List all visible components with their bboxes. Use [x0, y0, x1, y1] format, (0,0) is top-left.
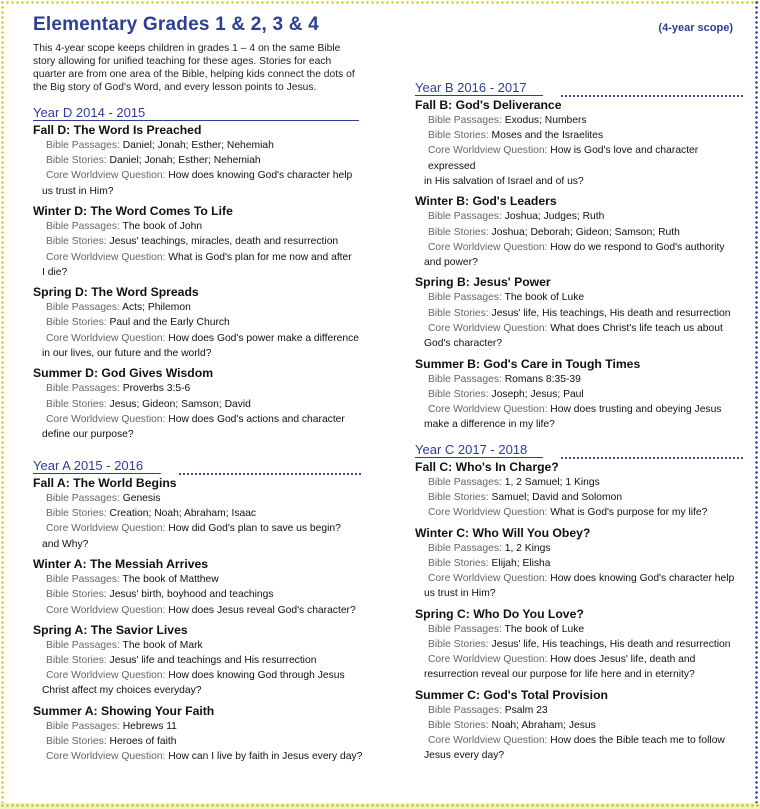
label: Bible Passages: — [46, 574, 120, 586]
bible-stories — [33, 734, 363, 749]
value: How did God's plan to save us begin? — [168, 523, 341, 535]
quarter-block — [33, 123, 363, 199]
value: How does knowing God's character help — [168, 170, 353, 182]
quarter-block — [33, 623, 363, 699]
value: Elijah; Elisha — [491, 557, 551, 569]
label: Core Worldview Question: — [46, 413, 166, 425]
label: Bible Passages: — [428, 623, 502, 635]
bible-stories — [33, 397, 363, 412]
year-heading — [415, 81, 745, 96]
worldview-question — [33, 668, 363, 699]
label: Bible Passages: — [428, 115, 502, 126]
year-dotted-rule — [178, 472, 363, 476]
value-cont: us trust in Him? — [424, 588, 496, 600]
intro-paragraph: This 4-year scope keeps children in grades 1 – 4 on the same Bible story allowing for unified teaching for these ages. Stories for each quarter are from one area of the Bible, helping kids connect the dots of the Big story of God's Word, and every lesson points to Jesus. — [33, 43, 355, 93]
label: Core Worldview Question: — [428, 322, 548, 334]
quarter-block — [33, 476, 363, 552]
bible-stories — [415, 387, 745, 402]
quarter-title: Spring B: Jesus' Power — [415, 275, 551, 290]
bible-passages — [33, 491, 363, 506]
value: How does God's power make a difference — [168, 332, 359, 344]
quarter-title: Summer D: God Gives Wisdom — [33, 366, 214, 381]
label: Bible Stories: — [46, 589, 107, 601]
value: How does the Bible teach me to follow — [550, 735, 725, 747]
year-dotted-rule — [560, 94, 745, 98]
worldview-question — [415, 505, 745, 520]
quarter-block — [415, 460, 745, 521]
bible-passages — [415, 372, 745, 387]
label: Bible Passages: — [428, 542, 502, 554]
bible-passages — [33, 719, 363, 734]
value-cont: I die? — [42, 266, 68, 278]
label: Core Worldview Question: — [428, 735, 548, 747]
year-rule — [415, 95, 543, 96]
value: The book of John — [122, 221, 203, 233]
value: Jesus; Gideon; Samson; David — [109, 398, 251, 410]
value-cont: in our lives, our future and the world? — [42, 347, 212, 359]
label: Bible Stories: — [46, 654, 107, 666]
label: Bible Passages: — [46, 383, 120, 395]
value: The book of Luke — [504, 623, 585, 635]
value: How do we respond to God's authority — [550, 241, 725, 253]
worldview-question — [33, 749, 363, 764]
bible-stories — [33, 153, 363, 168]
value: How does knowing God's character help — [550, 573, 735, 585]
bible-passages — [415, 541, 745, 556]
worldview-question — [33, 521, 363, 552]
value: How is God's love and character expressed — [428, 145, 699, 172]
bible-passages — [415, 703, 745, 718]
value: The book of Mark — [122, 639, 203, 651]
year-rule — [33, 120, 359, 121]
label: Core Worldview Question: — [428, 241, 548, 253]
value-cont: and power? — [424, 256, 478, 268]
year-heading-label: Year B 2016 - 2017 — [415, 80, 527, 95]
label: Bible Passages: — [46, 221, 120, 233]
value: The book of Luke — [504, 292, 585, 304]
dotted-border-right — [754, 0, 760, 809]
bible-passages — [415, 290, 745, 305]
bible-stories — [415, 306, 745, 321]
dotted-border-top — [0, 0, 760, 5]
dotted-border-bottom — [0, 803, 760, 809]
label: Bible Stories: — [46, 317, 107, 329]
value: Jesus' life, His teachings, His death and resurrection — [491, 638, 731, 650]
label: Bible Stories: — [428, 388, 489, 400]
year-rule — [415, 457, 543, 458]
quarter-title: Spring A: The Savior Lives — [33, 622, 188, 637]
worldview-question — [33, 250, 363, 281]
label: Bible Passages: — [428, 704, 502, 716]
value: Jesus' birth, boyhood and teachings — [109, 589, 274, 601]
left-column-year-d — [33, 106, 363, 447]
value-cont: in His salvation of Israel and of us? — [424, 175, 584, 187]
quarter-block — [415, 98, 745, 189]
quarter-block — [415, 688, 745, 764]
quarter-title: Winter D: The Word Comes To Life — [33, 204, 233, 219]
label: Bible Stories: — [428, 492, 489, 504]
quarter-title: Winter C: Who Will You Obey? — [415, 525, 591, 540]
value-cont: Christ affect my choices everyday? — [42, 685, 202, 697]
bible-passages — [33, 219, 363, 234]
value: Psalm 23 — [504, 704, 548, 716]
label: Core Worldview Question: — [46, 670, 166, 682]
value: Paul and the Early Church — [109, 317, 230, 329]
right-column-year-b — [415, 81, 745, 438]
label: Bible Passages: — [428, 211, 502, 223]
quarter-title: Spring D: The Word Spreads — [33, 285, 199, 300]
quarter-title: Summer A: Showing Your Faith — [33, 703, 215, 718]
value-cont: and Why? — [42, 538, 89, 550]
label: Bible Passages: — [46, 493, 120, 504]
value-cont: define our purpose? — [42, 428, 134, 440]
bible-passages — [33, 300, 363, 315]
value: Genesis — [122, 493, 161, 504]
quarter-title: Fall B: God's Deliverance — [415, 98, 562, 112]
value-cont: resurrection reveal our purpose for life here and in eternity? — [424, 669, 695, 681]
value: 1, 2 Samuel; 1 Kings — [504, 477, 600, 488]
page-title: Elementary Grades 1 & 2, 3 & 4 — [33, 14, 319, 35]
value: What does Christ's life teach us about — [550, 322, 723, 334]
label: Core Worldview Question: — [428, 403, 548, 415]
value: Proverbs 3:5-6 — [122, 383, 191, 395]
value: Joshua; Judges; Ruth — [504, 211, 605, 223]
label: Bible Passages: — [428, 373, 502, 385]
value: Hebrews 11 — [122, 720, 177, 732]
year-rule — [33, 473, 161, 474]
worldview-question — [415, 402, 745, 433]
right-column-year-c — [415, 443, 745, 769]
bible-stories — [415, 225, 745, 240]
bible-stories — [415, 128, 745, 143]
worldview-question — [415, 240, 745, 271]
label: Bible Passages: — [46, 639, 120, 651]
value-cont: make a difference in my life? — [424, 419, 555, 431]
label: Bible Stories: — [46, 155, 107, 167]
label: Core Worldview Question: — [46, 170, 166, 182]
worldview-question — [415, 571, 745, 602]
bible-stories — [33, 506, 363, 521]
value: Jesus' teachings, miracles, death and resurrection — [109, 236, 339, 248]
quarter-block — [415, 526, 745, 602]
value: The book of Matthew — [122, 574, 219, 586]
bible-stories — [33, 234, 363, 249]
value: How does trusting and obeying Jesus — [550, 403, 722, 415]
quarter-block — [33, 557, 363, 618]
quarter-block — [415, 607, 745, 683]
year-heading-label: Year C 2017 - 2018 — [415, 442, 528, 457]
bible-passages — [33, 381, 363, 396]
worldview-question — [33, 603, 363, 618]
value: Acts; Philemon — [122, 302, 191, 314]
label: Core Worldview Question: — [46, 332, 166, 344]
value: Samuel; David and Solomon — [491, 492, 623, 504]
bible-stories — [415, 556, 745, 571]
bible-stories — [415, 718, 745, 733]
label: Bible Passages: — [428, 292, 502, 304]
quarter-title: Summer B: God's Care in Tough Times — [415, 356, 641, 371]
value: Daniel; Jonah; Esther; Nehemiah — [122, 140, 274, 151]
label: Bible Passages: — [46, 140, 120, 151]
label: Bible Stories: — [428, 557, 489, 569]
worldview-question — [415, 143, 745, 189]
label: Bible Stories: — [428, 130, 489, 142]
label: Core Worldview Question: — [428, 654, 548, 666]
year-heading-label: Year D 2014 - 2015 — [33, 105, 146, 120]
value: What is God's plan for me now and after — [168, 251, 352, 263]
value: How does knowing God through Jesus — [168, 670, 345, 682]
worldview-question — [415, 733, 745, 764]
value: Heroes of faith — [109, 736, 177, 748]
scope-note: (4-year scope) — [658, 22, 733, 34]
quarter-block — [33, 285, 363, 361]
quarter-block — [415, 357, 745, 433]
value: Noah; Abraham; Jesus — [491, 720, 596, 732]
quarter-block — [415, 194, 745, 270]
worldview-question — [415, 652, 745, 683]
left-column-year-a — [33, 459, 363, 769]
dotted-border-left — [0, 0, 6, 809]
label: Core Worldview Question: — [46, 523, 166, 535]
quarter-title: Fall D: The Word Is Preached — [33, 123, 202, 137]
year-heading — [33, 106, 363, 121]
worldview-question — [33, 168, 363, 199]
label: Bible Passages: — [46, 720, 120, 732]
quarter-block — [33, 204, 363, 280]
value-cont: Jesus every day? — [424, 750, 505, 762]
value: 1, 2 Kings — [504, 542, 551, 554]
worldview-question — [415, 321, 745, 352]
label: Bible Stories: — [46, 236, 107, 248]
value: How does God's actions and character — [168, 413, 345, 425]
year-heading — [33, 459, 363, 474]
quarter-title: Fall C: Who's In Charge? — [415, 460, 559, 474]
label: Core Worldview Question: — [46, 751, 166, 763]
value: Romans 8:35-39 — [504, 373, 581, 385]
quarter-title: Fall A: The World Begins — [33, 476, 177, 490]
bible-passages — [415, 475, 745, 490]
bible-passages — [33, 638, 363, 653]
year-heading-label: Year A 2015 - 2016 — [33, 458, 144, 473]
label: Bible Stories: — [428, 638, 489, 650]
label: Bible Stories: — [46, 398, 107, 410]
quarter-title: Winter A: The Messiah Arrives — [33, 557, 209, 572]
value: Moses and the Israelites — [491, 130, 604, 142]
value: How does Jesus' life, death and — [550, 654, 696, 666]
value: Daniel; Jonah; Esther; Nehemiah — [109, 155, 261, 167]
label: Core Worldview Question: — [428, 573, 548, 585]
worldview-question — [33, 412, 363, 443]
value: Joseph; Jesus; Paul — [491, 388, 584, 400]
label: Bible Stories: — [46, 736, 107, 748]
quarter-title: Winter B: God's Leaders — [415, 194, 557, 209]
label: Bible Passages: — [428, 477, 502, 488]
label: Bible Passages: — [46, 302, 120, 314]
bible-passages — [415, 622, 745, 637]
quarter-title: Summer C: God's Total Provision — [415, 687, 608, 702]
quarter-block — [33, 366, 363, 442]
value: Exodus; Numbers — [504, 115, 587, 126]
value: Jesus' life and teachings and His resurrection — [109, 654, 317, 666]
quarter-block — [33, 704, 363, 765]
label: Core Worldview Question: — [428, 145, 548, 157]
value: Joshua; Deborah; Gideon; Samson; Ruth — [491, 226, 680, 238]
value: Jesus' life, His teachings, His death and resurrection — [491, 307, 731, 319]
bible-passages — [33, 572, 363, 587]
value: Creation; Noah; Abraham; Isaac — [109, 508, 257, 520]
bible-passages — [415, 113, 745, 128]
year-heading — [415, 443, 745, 458]
year-dotted-rule — [560, 456, 745, 460]
bible-stories — [33, 653, 363, 668]
bible-stories — [415, 637, 745, 652]
worldview-question — [33, 331, 363, 362]
quarter-block — [415, 275, 745, 351]
label: Core Worldview Question: — [46, 604, 166, 616]
bible-stories — [33, 587, 363, 602]
bible-passages — [33, 138, 363, 153]
label: Core Worldview Question: — [46, 251, 166, 263]
value: What is God's purpose for my life? — [550, 507, 708, 519]
value-cont: God's character? — [424, 338, 503, 350]
bible-stories — [33, 315, 363, 330]
label: Bible Stories: — [428, 307, 489, 319]
value: How does Jesus reveal God's character? — [168, 604, 356, 616]
value-cont: us trust in Him? — [42, 185, 114, 197]
label: Bible Stories: — [428, 226, 489, 238]
label: Bible Stories: — [46, 508, 107, 520]
bible-passages — [415, 209, 745, 224]
value: How can I live by faith in Jesus every day? — [168, 751, 363, 763]
label: Core Worldview Question: — [428, 507, 548, 519]
quarter-title: Spring C: Who Do You Love? — [415, 606, 584, 621]
bible-stories — [415, 490, 745, 505]
label: Bible Stories: — [428, 720, 489, 732]
